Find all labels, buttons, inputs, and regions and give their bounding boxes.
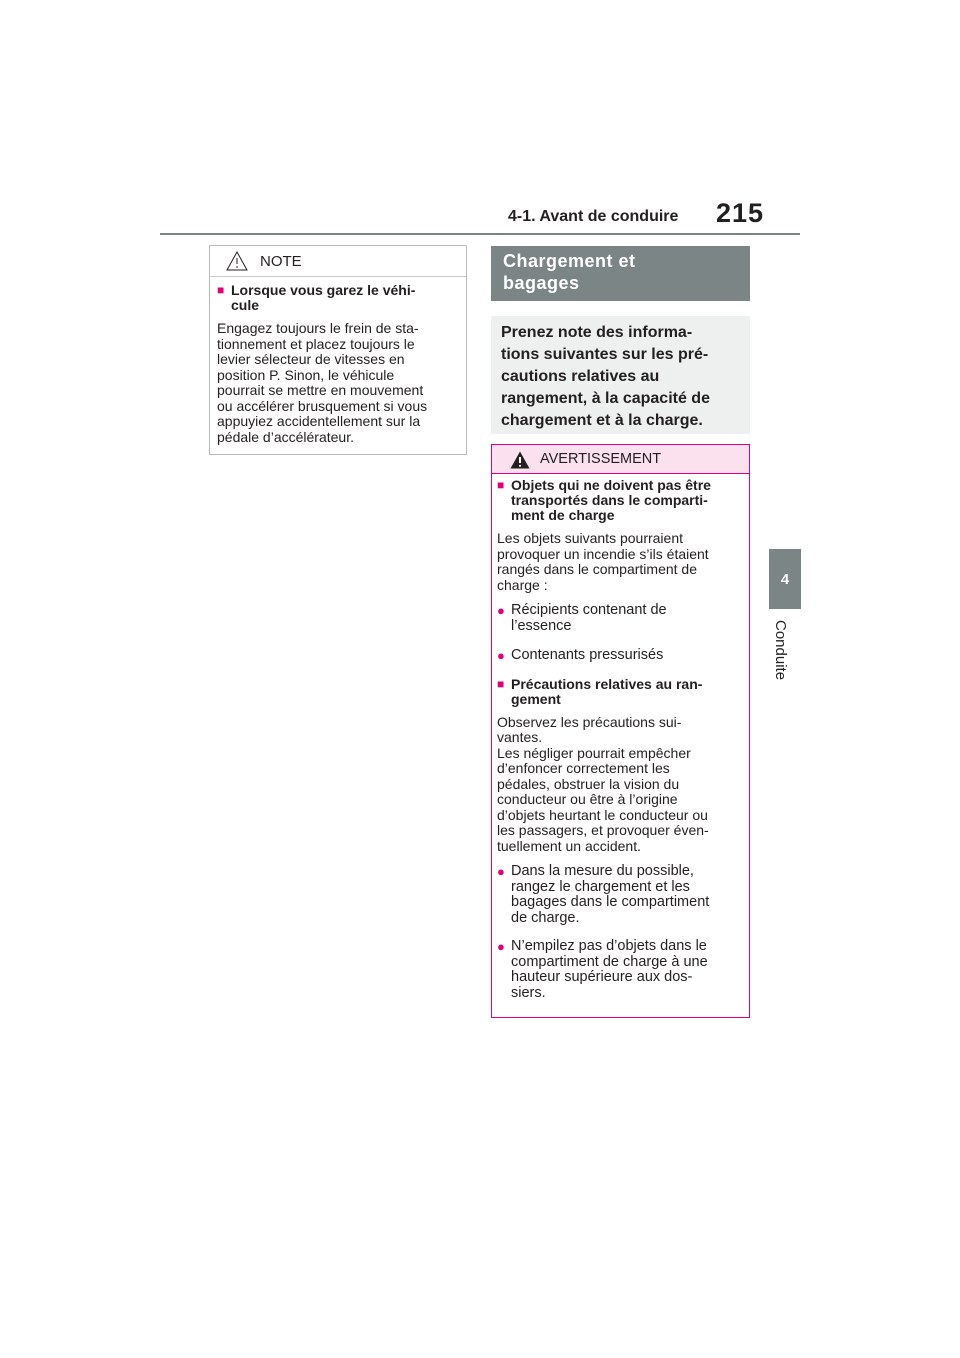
note-paragraph — [217, 321, 458, 445]
bullet-line: hauteur supérieure aux dos- — [511, 969, 693, 985]
bullet-line: Dans la mesure du possible, — [511, 863, 694, 879]
bullet-line: Contenants pressurisés — [511, 647, 664, 663]
note-line: appuyiez accidentellement sur la — [217, 413, 421, 429]
bullet-text — [511, 939, 708, 1001]
note-line: tionnement et placez toujours le — [217, 335, 415, 352]
warning-heading — [497, 677, 743, 707]
bullet-line: N’empilez pas d’objets dans le — [511, 938, 707, 954]
note-heading — [217, 283, 458, 313]
intro-line: rangement, à la capacité de — [501, 390, 710, 407]
warning-box — [491, 444, 750, 1018]
warning-heading-line: Objets qui ne doivent pas être — [511, 477, 711, 493]
note-heading-text — [231, 283, 415, 313]
bullet-line: siers. — [511, 984, 546, 1001]
intro-line: Prenez note des informa- — [501, 324, 693, 341]
page-number: 215 — [716, 198, 765, 228]
warning-bullet — [497, 864, 743, 926]
warning-body — [492, 474, 749, 1001]
chapter-label-wrap — [772, 620, 796, 700]
bullet-line: compartiment de charge à une — [511, 953, 708, 970]
square-bullet-icon: ■ — [497, 676, 505, 691]
bullet-text — [511, 864, 709, 926]
note-line: ou accélérer brusquement si vous — [217, 397, 428, 414]
chapter-tab[interactable] — [769, 549, 801, 609]
note-heading-line: Lorsque vous garez le véhi- — [231, 282, 416, 298]
note-line: levier sélecteur de vitesses en — [217, 351, 405, 367]
warning-line: Les négliger pourrait empêcher — [497, 744, 691, 761]
warning-line: pédales, obstruer la vision du — [497, 775, 680, 792]
warning-line: Observez les précautions sui- — [497, 713, 682, 730]
warning-paragraph — [497, 531, 743, 593]
intro-summary — [491, 316, 750, 434]
warning-bullet — [497, 648, 743, 664]
warning-bullet — [497, 939, 743, 1001]
note-line: position P. Sinon, le véhicule — [217, 366, 395, 383]
section-header-title: 4-1. Avant de conduire — [508, 208, 679, 225]
round-bullet-icon: ● — [497, 939, 505, 954]
warning-line: conducteur ou être à l’origine — [497, 791, 678, 807]
warning-line: rangés dans le compartiment de — [497, 561, 697, 577]
warning-line: les passagers, et provoquer éven- — [497, 822, 709, 838]
round-bullet-icon: ● — [497, 864, 505, 879]
warning-heading-line: transportés dans le comparti- — [511, 492, 708, 508]
bullet-line: bagages dans le compartiment — [511, 894, 710, 910]
note-heading-line: cule — [231, 297, 260, 313]
chapter-number: 4 — [780, 570, 790, 588]
warning-heading-line: ment de charge — [511, 507, 615, 523]
note-line: pourrait se mettre en mouvement — [217, 382, 424, 398]
warning-heading-line: gement — [511, 690, 561, 707]
bullet-line: de charge. — [511, 909, 580, 926]
round-bullet-icon: ● — [497, 648, 505, 663]
warning-line: provoquer un incendie s’ils étaient — [497, 545, 709, 562]
section-title-line: Chargement et — [503, 251, 636, 271]
square-bullet-icon: ■ — [217, 283, 225, 297]
note-line: Engagez toujours le frein de sta- — [217, 320, 419, 336]
warning-line: charge : — [497, 576, 548, 593]
square-bullet-icon: ■ — [497, 478, 505, 492]
intro-line: cautions relatives au — [501, 368, 660, 385]
warning-bullet — [497, 603, 743, 634]
round-bullet-icon: ● — [497, 603, 505, 618]
intro-line: chargement et à la charge. — [501, 412, 703, 429]
warning-header — [492, 445, 749, 474]
warning-heading — [497, 478, 743, 523]
intro-line: tions suivantes sur les pré- — [501, 346, 709, 363]
bullet-line: Récipients contenant de — [511, 602, 667, 618]
note-title: NOTE — [260, 253, 302, 270]
chapter-label: Conduite — [772, 620, 789, 681]
note-body — [210, 277, 466, 445]
note-header — [210, 246, 466, 277]
note-line: pédale d’accélérateur. — [217, 428, 354, 445]
bullet-line: l’essence — [511, 617, 572, 634]
bullet-line: rangez le chargement et les — [511, 878, 690, 895]
warning-line: d’enfoncer correctement les — [497, 760, 670, 776]
warning-line: tuellement un accident. — [497, 837, 641, 854]
warning-heading-text — [511, 677, 702, 707]
warning-icon — [510, 451, 530, 469]
warning-heading-line: Précautions relatives au ran- — [511, 675, 703, 692]
warning-line: Les objets suivants pourraient — [497, 530, 683, 546]
warning-paragraph — [497, 715, 743, 855]
note-box — [209, 245, 467, 455]
bullet-text — [511, 603, 667, 634]
caution-outline-icon — [226, 251, 248, 271]
section-title-line: bagages — [503, 273, 580, 293]
header-divider — [160, 233, 800, 235]
warning-line: vantes. — [497, 729, 543, 745]
warning-title: AVERTISSEMENT — [540, 451, 662, 467]
warning-heading-text — [511, 478, 711, 523]
warning-line: d’objets heurtant le conducteur ou — [497, 806, 708, 823]
section-title-banner — [491, 246, 750, 301]
